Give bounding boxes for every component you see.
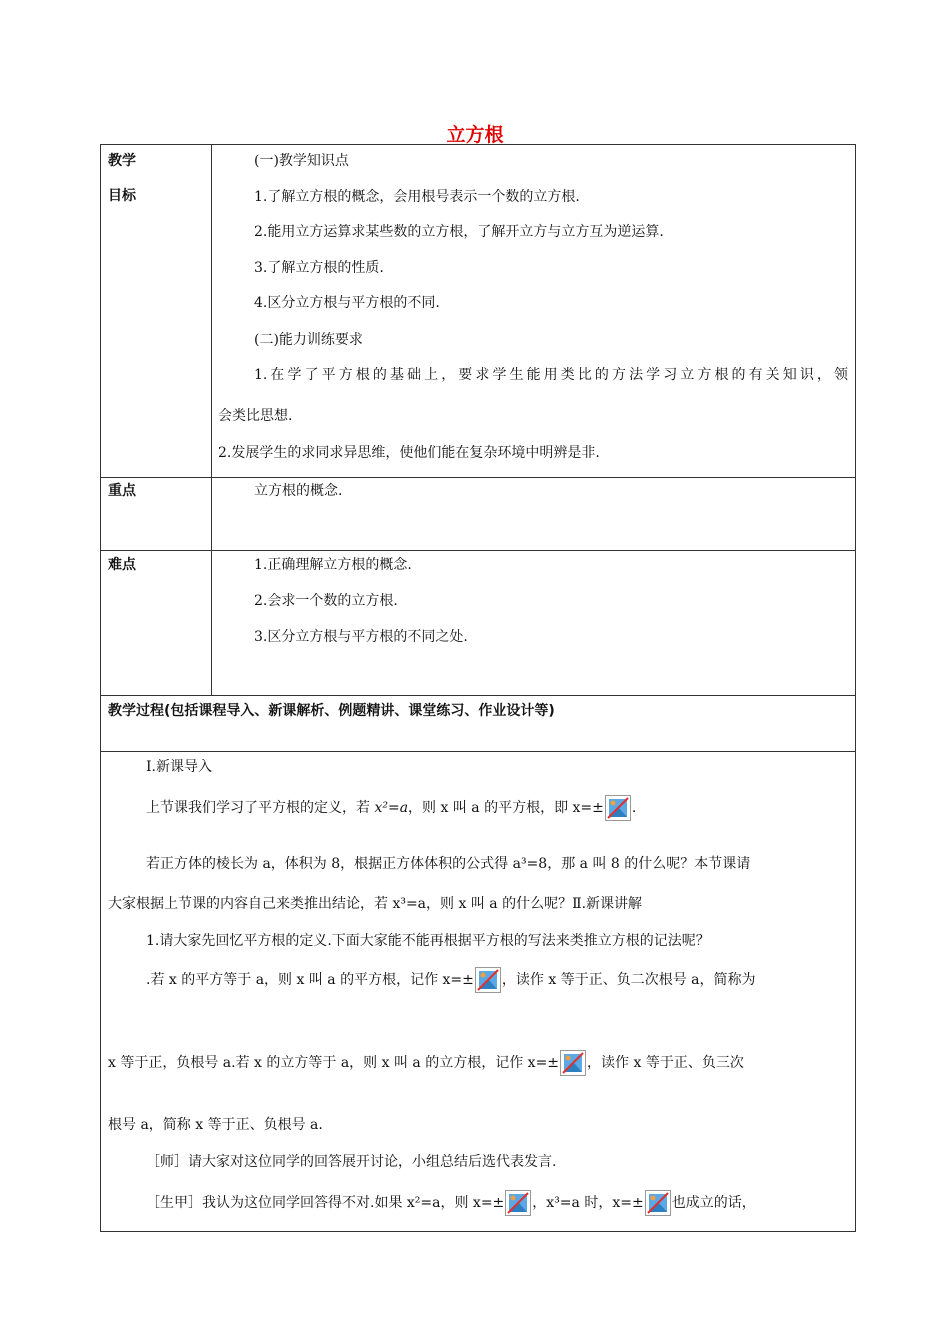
broken-image-icon <box>645 1190 671 1216</box>
objective-line: 2.发展学生的求同求异思维，使他们能在复杂环境中明辨是非. <box>218 445 600 461</box>
text: ，读作 x 等于正、负二次根号 a，简称为 <box>501 972 756 988</box>
key-point-label: 重点 <box>108 483 136 499</box>
objectives-label: 教学 <box>108 153 136 169</box>
text: x 等于正，负根号 a.若 x 的立方等于 a，则 x 叫 a 的立方根，记作 x=± <box>108 1055 560 1071</box>
objective-line: 4.区分立方根与平方根的不同. <box>254 295 440 311</box>
text: 也成立的话， <box>671 1195 756 1211</box>
row-divider <box>101 550 855 551</box>
paragraph-line: 1.请大家先回忆平方根的定义.下面大家能不能再根据平方根的写法来类推立方根的记法呢？ <box>146 933 710 949</box>
difficulty-line: 2.会求一个数的立方根. <box>254 593 398 609</box>
paragraph-line <box>108 1050 744 1076</box>
key-point-text: 立方根的概念. <box>254 483 343 499</box>
difficulty-line: 1.正确理解立方根的概念. <box>254 557 412 573</box>
paragraph-line: 大家根据上节课的内容自己来类推出结论，若 x³=a，则 x 叫 a 的什么呢？Ⅱ.新课讲解 <box>108 896 643 912</box>
paragraph-line <box>146 967 756 993</box>
objective-line: (一)教学知识点 <box>254 153 349 169</box>
difficulty-label: 难点 <box>108 557 136 573</box>
text: ，则 x 叫 a 的平方根，即 x=± <box>408 800 604 816</box>
objective-line: 2.能用立方运算求某些数的立方根，了解开立方与立方互为逆运算. <box>254 224 664 240</box>
paragraph-line <box>146 795 636 821</box>
column-divider <box>211 145 212 695</box>
formula: x²=a <box>374 800 409 816</box>
paragraph-line: 根号 a，简称 x 等于正、负根号 a. <box>108 1117 323 1133</box>
page-title: 立方根 <box>446 124 504 146</box>
text: ，读作 x 等于正、负三次 <box>587 1055 744 1071</box>
objective-line: (二)能力训练要求 <box>254 332 363 348</box>
paragraph-line <box>146 1190 756 1216</box>
broken-image-icon <box>475 967 501 993</box>
broken-image-icon <box>605 795 631 821</box>
objective-line: 3.了解立方根的性质. <box>254 260 384 276</box>
row-divider <box>101 477 855 478</box>
objective-line: 会类比思想. <box>218 408 293 424</box>
text: ［生甲］我认为这位同学回答得不对.如果 x²=a，则 x=± <box>146 1195 505 1211</box>
objective-line: 1.在学了平方根的基础上，要求学生能用类比的方法学习立方根的有关知识，领 <box>254 367 848 383</box>
text: . <box>631 800 637 816</box>
row-divider <box>101 751 855 752</box>
objectives-label: 目标 <box>108 188 136 204</box>
process-header: 教学过程(包括课程导入、新课解析、例题精讲、课堂练习、作业设计等) <box>108 703 555 719</box>
paragraph-line: 若正方体的棱长为 a，体积为 8，根据正方体体积的公式得 a³=8，那 a 叫 8 的什么呢？本节课请 <box>146 856 751 872</box>
broken-image-icon <box>505 1190 531 1216</box>
paragraph-line: ［师］请大家对这位同学的回答展开讨论，小组总结后选代表发言. <box>146 1154 557 1170</box>
broken-image-icon <box>560 1050 586 1076</box>
objective-line: 1.了解立方根的概念，会用根号表示一个数的立方根. <box>254 189 580 205</box>
row-divider <box>101 695 855 696</box>
difficulty-line: 3.区分立方根与平方根的不同之处. <box>254 629 468 645</box>
text: .若 x 的平方等于 a，则 x 叫 a 的平方根，记作 x=± <box>146 972 474 988</box>
section-heading: Ⅰ.新课导入 <box>146 759 212 775</box>
text: ，x³=a 时，x=± <box>532 1195 644 1211</box>
text: 上节课我们学习了平方根的定义，若 <box>146 800 375 816</box>
